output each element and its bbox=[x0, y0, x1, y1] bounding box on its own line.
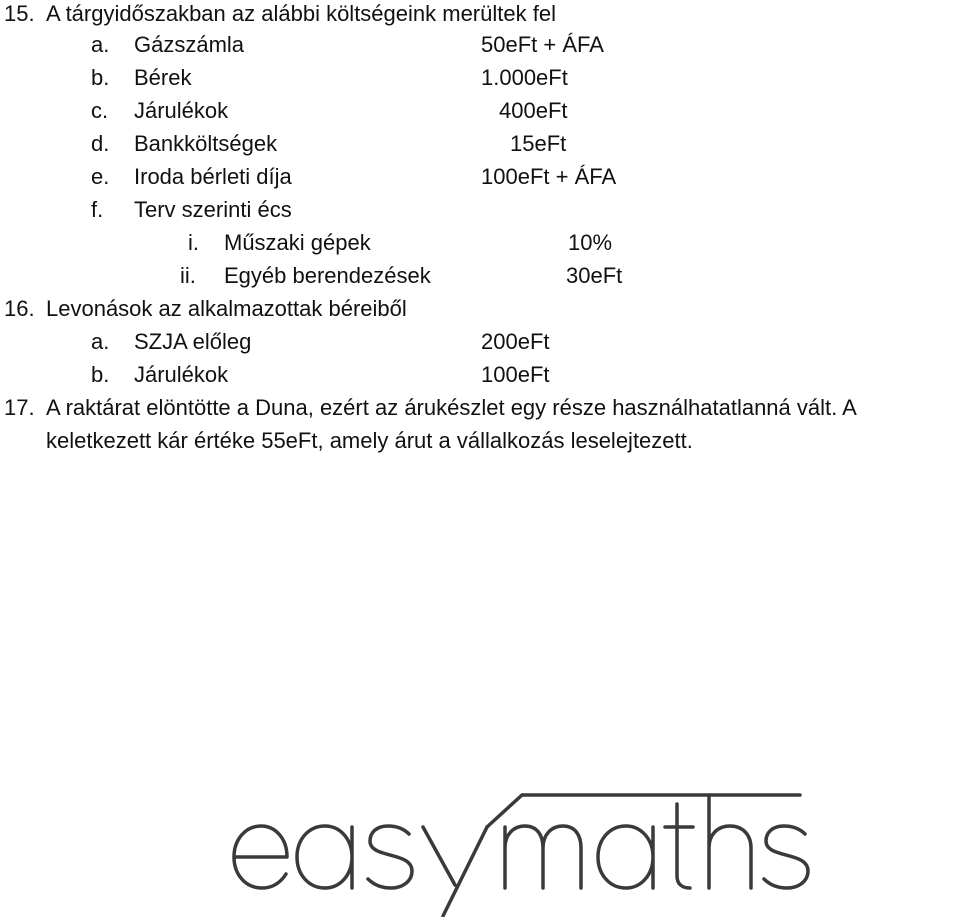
q15-item-a-letter: a. bbox=[91, 32, 110, 57]
q16-item-a-letter: a. bbox=[91, 329, 110, 354]
q15-item-e-value: 100eFt + ÁFA bbox=[481, 164, 617, 189]
q15-item-d-label: Bankköltségek bbox=[134, 131, 278, 156]
q15-item-e-letter: e. bbox=[91, 164, 110, 189]
q15-item-b-value: 1.000eFt bbox=[481, 65, 568, 90]
q17-number: 17. bbox=[4, 395, 35, 420]
q16-item-b-letter: b. bbox=[91, 362, 110, 387]
q16-item-b-label: Járulékok bbox=[134, 362, 229, 387]
q15-subitem-ii-letter: ii. bbox=[180, 263, 196, 288]
q15-subitem-i-label: Műszaki gépek bbox=[224, 230, 371, 255]
easymaths-logo bbox=[225, 790, 810, 917]
q15-item-d-value: 15eFt bbox=[510, 131, 567, 156]
q15-item-a-label: Gázszámla bbox=[134, 32, 245, 57]
q15-item-f-letter: f. bbox=[91, 197, 104, 222]
q15-item-c-letter: c. bbox=[91, 98, 109, 123]
q15-item-c-value: 400eFt bbox=[499, 98, 568, 123]
q15-item-a-value: 50eFt + ÁFA bbox=[481, 32, 604, 57]
q16-item-a-value: 200eFt bbox=[481, 329, 550, 354]
q17-line-1: A raktárat elöntötte a Duna, ezért az árukészlet egy része használhatatlanná vált. A bbox=[46, 395, 857, 420]
q17-line-2: keletkezett kár értéke 55eFt, amely árut a vállalkozás leselejtezett. bbox=[46, 428, 693, 453]
q15-subitem-ii-value: 30eFt bbox=[566, 263, 623, 288]
q15-subitem-i-value: 10% bbox=[568, 230, 613, 255]
q15-item-c-label: Járulékok bbox=[134, 98, 229, 123]
q15-item-b-letter: b. bbox=[91, 65, 110, 90]
q16-number: 16. bbox=[4, 296, 35, 321]
q15-subitem-ii-label: Egyéb berendezések bbox=[224, 263, 431, 288]
q15-number: 15. bbox=[4, 1, 35, 26]
q16-title: Levonások az alkalmazottak béreiből bbox=[46, 296, 407, 321]
q15-item-d-letter: d. bbox=[91, 131, 110, 156]
q15-item-b-label: Bérek bbox=[134, 65, 192, 90]
q16-item-a-label: SZJA előleg bbox=[134, 329, 252, 354]
q15-title: A tárgyidőszakban az alábbi költségeink merültek fel bbox=[46, 1, 556, 26]
q15-subitem-i-letter: i. bbox=[188, 230, 199, 255]
q16-item-b-value: 100eFt bbox=[481, 362, 550, 387]
q15-item-e-label: Iroda bérleti díja bbox=[134, 164, 292, 189]
q15-item-f-label: Terv szerinti écs bbox=[134, 197, 292, 222]
